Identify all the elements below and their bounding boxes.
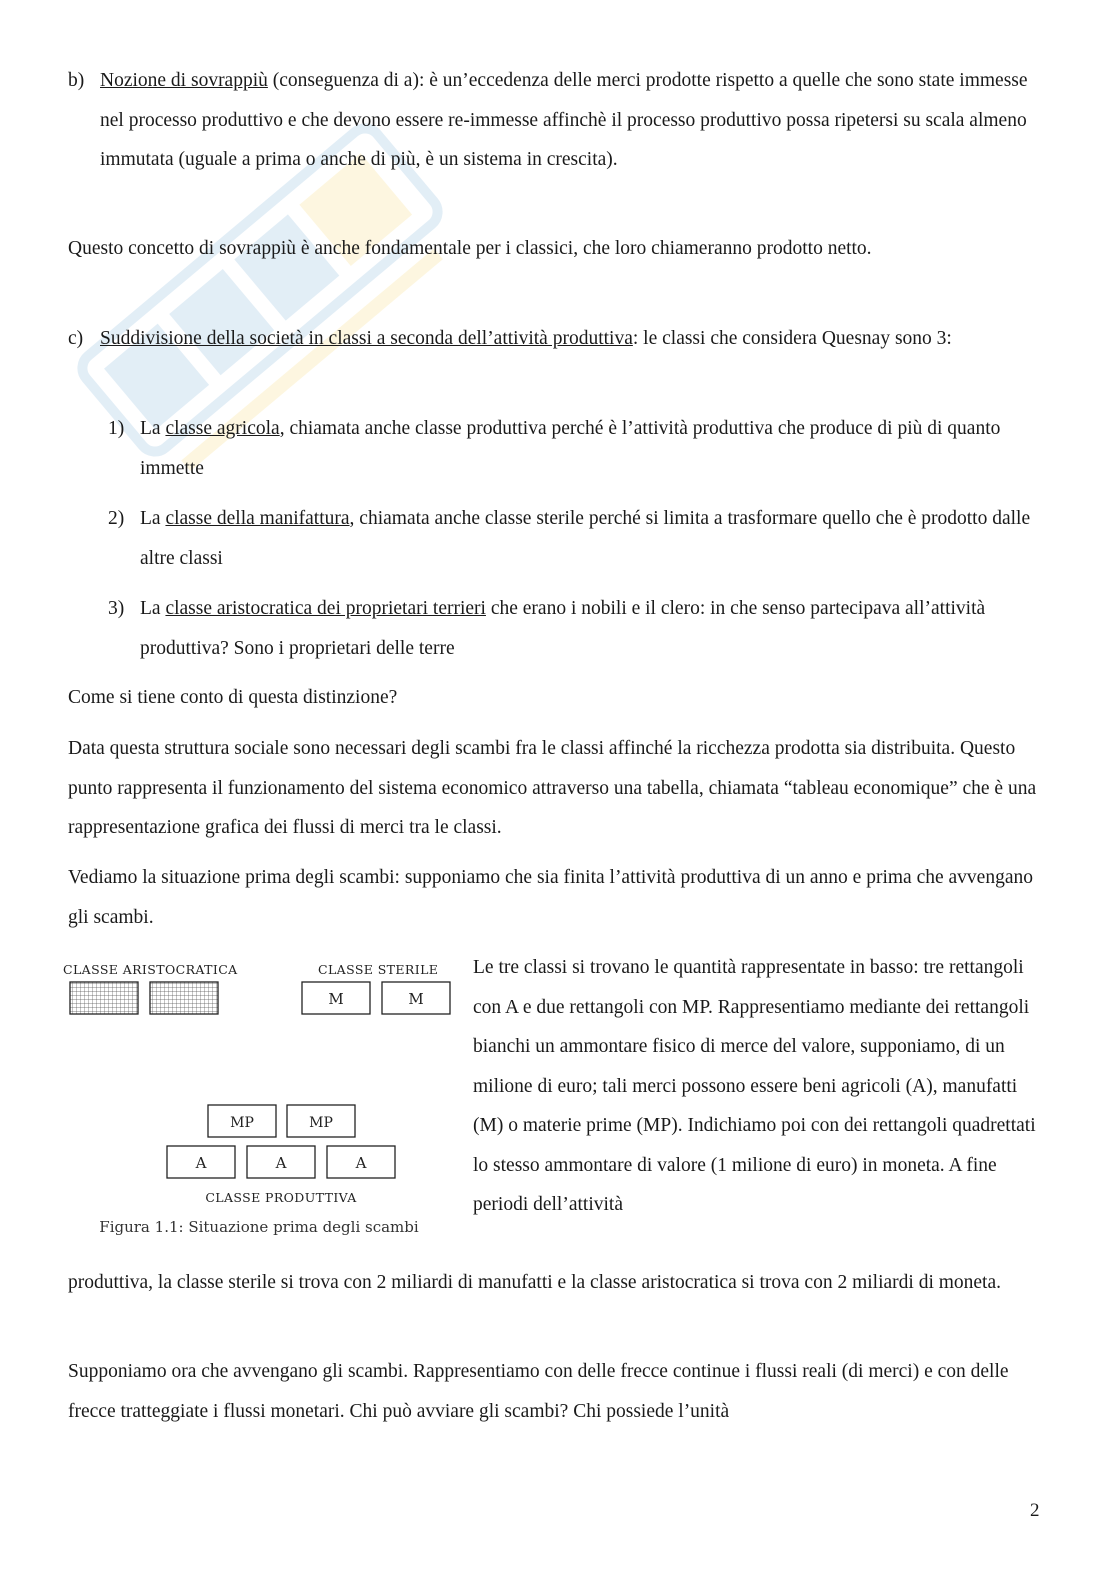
class-item-1 bbox=[108, 409, 1046, 489]
label-produttiva: CLASSE PRODUTTIVA bbox=[205, 1190, 357, 1205]
item-b-text bbox=[100, 61, 1046, 180]
paragraph-tableau: Data questa struttura sociale sono necessari degli scambi fra le classi affinché la ricchezza prodotta sia distribuita. Questo punto rappresenta il funzionamento del sistema economico attraverso una tabella, chiamata “tableau economique” che è una rappresentazione grafica dei flussi di merci tra le classi. bbox=[68, 738, 1037, 838]
list-label: c) bbox=[68, 328, 84, 349]
box-label-m: M bbox=[328, 990, 344, 1008]
list-item-c bbox=[68, 319, 1046, 399]
class-title: classe aristocratica dei proprietari terrieri bbox=[165, 598, 486, 619]
box-label-mp: MP bbox=[309, 1115, 333, 1131]
class-item-3 bbox=[108, 589, 1046, 669]
item-c-text bbox=[100, 319, 1046, 359]
box-label-mp: MP bbox=[230, 1115, 254, 1131]
class-title: classe della manifattura bbox=[165, 508, 350, 529]
list-label: b) bbox=[68, 70, 85, 91]
list-item-b bbox=[68, 61, 1046, 221]
box-label-m: M bbox=[408, 990, 424, 1008]
money-box bbox=[70, 982, 138, 1014]
box-label-a: A bbox=[195, 1154, 207, 1172]
label-sterile: CLASSE STERILE bbox=[318, 962, 439, 977]
item-c-rest: : le classi che considera Quesnay sono 3: bbox=[632, 328, 952, 349]
class-title: classe agricola bbox=[165, 418, 280, 439]
class-prefix: La bbox=[140, 418, 166, 439]
item-b-title: Nozione di sovrappiù bbox=[100, 70, 268, 91]
class-item-2 bbox=[108, 499, 1046, 579]
paragraph-question: Come si tiene conto di questa distinzione? bbox=[68, 687, 398, 708]
paragraph-surplus: Questo concetto di sovrappiù è anche fondamentale per i classici, che loro chiameranno prodotto netto. bbox=[68, 238, 872, 259]
class-rest: che erano i nobili e il clero: in che senso partecipava all’attività produttiva? Sono i proprietari delle terre bbox=[140, 598, 986, 659]
class-text bbox=[140, 409, 1046, 488]
page-number: 2 bbox=[1030, 1500, 1040, 1521]
paragraph-figure-continuation: produttiva, la classe sterile si trova con 2 miliardi di manufatti e la classe aristocratica si trova con 2 miliardi di moneta. bbox=[68, 1272, 1002, 1293]
figure-before-exchanges bbox=[60, 955, 465, 1250]
class-rest: , chiamata anche classe sterile perché si limita a trasformare quello che è prodotto dalle altre classi bbox=[140, 508, 1031, 569]
class-prefix: La bbox=[140, 598, 166, 619]
figure-caption: Figura 1.1: Situazione prima degli scambi bbox=[99, 1218, 419, 1236]
label-aristocratica: CLASSE ARISTOCRATICA bbox=[63, 962, 238, 977]
list-label: 3) bbox=[108, 598, 125, 619]
list-label: 1) bbox=[108, 418, 125, 439]
paragraph-exchanges: Supponiamo ora che avvengano gli scambi. Rappresentiamo con delle frecce continue i flussi reali (di merci) e con delle frecce tratteggiate i flussi monetari. Chi può avviare gli scambi? Chi possiede l’unità bbox=[68, 1361, 1009, 1422]
class-text bbox=[140, 499, 1046, 578]
class-rest: , chiamata anche classe produttiva perché è l’attività produttiva che produce di più di quanto immette bbox=[140, 418, 1001, 479]
list-label: 2) bbox=[108, 508, 125, 529]
money-box bbox=[150, 982, 218, 1014]
class-text bbox=[140, 589, 1046, 668]
box-label-a: A bbox=[355, 1154, 367, 1172]
box-label-a: A bbox=[275, 1154, 287, 1172]
item-c-title: Suddivisione della società in classi a seconda dell’attività produttiva bbox=[100, 328, 633, 349]
figure-diagram bbox=[60, 955, 465, 1250]
class-prefix: La bbox=[140, 508, 166, 529]
item-b-rest: (conseguenza di a): è un’eccedenza delle merci prodotte rispetto a quelle che sono state immesse nel processo produttivo e che devono essere re-immesse affinchè il processo produttivo possa ripetersi su scala almeno immutata (uguale a prima o anche di più, è un sistema in crescita). bbox=[100, 70, 1028, 170]
paragraph-before-exchanges: Vediamo la situazione prima degli scambi: supponiamo che sia finita l’attività produttiva di un anno e prima che avvengano gli scambi. bbox=[68, 867, 1033, 928]
paragraph-figure-description: Le tre classi si trovano le quantità rappresentate in basso: tre rettangoli con A e due rettangoli con MP. Rappresentiamo mediante dei rettangoli bianchi un ammontare fisico di merce del valore, supponiamo, di un milione di euro; tali merci possono essere beni agricoli (A), manufatti (M) o materie prime (MP). Indichiamo poi con dei rettangoli quadrettati lo stesso ammontare di valore (1 milione di euro) in moneta. A fine periodi dell’attività bbox=[473, 957, 1036, 1215]
